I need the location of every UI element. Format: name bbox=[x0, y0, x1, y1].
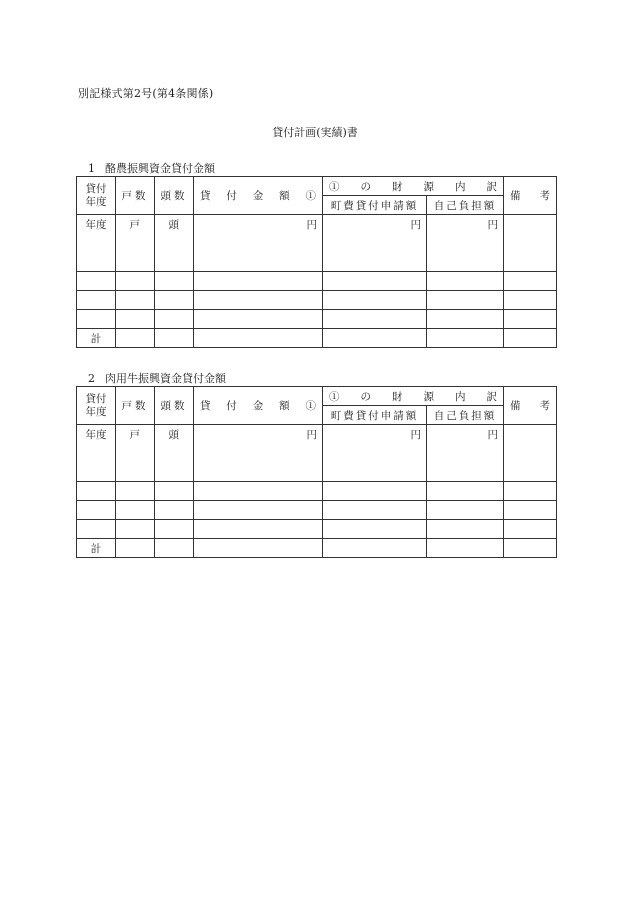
header-loan-amount: 貸付金額① bbox=[194, 387, 323, 425]
loan-plan-table bbox=[76, 176, 557, 348]
header-remarks: 備考 bbox=[504, 177, 557, 215]
table-row bbox=[77, 482, 557, 501]
empty-cell bbox=[504, 310, 557, 329]
empty-cell bbox=[504, 501, 557, 520]
header-head-count: 頭数 bbox=[155, 387, 194, 425]
empty-cell bbox=[504, 520, 557, 539]
empty-cell bbox=[427, 329, 504, 348]
total-row bbox=[77, 329, 557, 348]
empty-cell bbox=[77, 482, 116, 501]
header-households: 戸数 bbox=[116, 177, 155, 215]
empty-cell bbox=[427, 291, 504, 310]
empty-cell bbox=[194, 291, 323, 310]
empty-cell bbox=[155, 272, 194, 291]
empty-cell bbox=[77, 520, 116, 539]
header-loan-amount: 貸付金額① bbox=[194, 177, 323, 215]
header-households: 戸数 bbox=[116, 387, 155, 425]
empty-cell bbox=[427, 520, 504, 539]
unit-head: 頭 bbox=[155, 425, 194, 482]
section-number: 1 bbox=[88, 162, 95, 175]
empty-cell bbox=[116, 329, 155, 348]
table-row bbox=[77, 272, 557, 291]
unit-household: 戸 bbox=[116, 215, 155, 272]
document-title: 貸付計画(実績)書 bbox=[272, 126, 358, 139]
empty-cell bbox=[194, 539, 323, 558]
table-row bbox=[77, 501, 557, 520]
empty-cell bbox=[427, 310, 504, 329]
unit-yen: 円 bbox=[194, 425, 323, 482]
empty-cell bbox=[116, 310, 155, 329]
empty-cell bbox=[116, 482, 155, 501]
empty-cell bbox=[155, 482, 194, 501]
empty-cell bbox=[194, 310, 323, 329]
empty-cell bbox=[77, 272, 116, 291]
header-head-count: 頭数 bbox=[155, 177, 194, 215]
empty-cell bbox=[194, 501, 323, 520]
header-loan-year: 貸付 年度 bbox=[77, 387, 116, 425]
empty-cell bbox=[323, 310, 427, 329]
empty-cell bbox=[155, 291, 194, 310]
empty-cell bbox=[194, 272, 323, 291]
total-label: 計 bbox=[77, 539, 116, 558]
table-row bbox=[77, 425, 557, 482]
unit-yen: 円 bbox=[194, 215, 323, 272]
empty-cell bbox=[323, 520, 427, 539]
empty-cell bbox=[504, 329, 557, 348]
empty-cell bbox=[504, 482, 557, 501]
empty-cell bbox=[77, 501, 116, 520]
empty-cell bbox=[504, 425, 557, 482]
empty-cell bbox=[427, 501, 504, 520]
section-label: 酪農振興資金貸付金額 bbox=[105, 162, 215, 175]
empty-cell bbox=[155, 501, 194, 520]
empty-cell bbox=[427, 482, 504, 501]
empty-cell bbox=[155, 310, 194, 329]
empty-cell bbox=[427, 539, 504, 558]
empty-cell bbox=[155, 329, 194, 348]
table-row bbox=[77, 215, 557, 272]
form-number: 別記様式第2号(第4条関係) bbox=[78, 87, 214, 100]
empty-cell bbox=[116, 501, 155, 520]
unit-head: 頭 bbox=[155, 215, 194, 272]
header-funding-breakdown: ①の財源内訳 bbox=[323, 387, 504, 406]
empty-cell bbox=[194, 520, 323, 539]
total-row bbox=[77, 539, 557, 558]
unit-yen: 円 bbox=[427, 425, 504, 482]
empty-cell bbox=[427, 272, 504, 291]
empty-cell bbox=[323, 291, 427, 310]
header-self-burden: 自己負担額 bbox=[427, 196, 504, 215]
empty-cell bbox=[155, 520, 194, 539]
unit-yen: 円 bbox=[323, 425, 427, 482]
table-row bbox=[77, 310, 557, 329]
unit-yen: 円 bbox=[427, 215, 504, 272]
table-row bbox=[77, 520, 557, 539]
empty-cell bbox=[116, 272, 155, 291]
header-remarks: 備考 bbox=[504, 387, 557, 425]
section-title bbox=[88, 370, 226, 386]
empty-cell bbox=[504, 272, 557, 291]
empty-cell bbox=[155, 539, 194, 558]
empty-cell bbox=[77, 310, 116, 329]
unit-household: 戸 bbox=[116, 425, 155, 482]
empty-cell bbox=[116, 291, 155, 310]
empty-cell bbox=[504, 215, 557, 272]
section-number: 2 bbox=[88, 372, 95, 385]
empty-cell bbox=[194, 329, 323, 348]
empty-cell bbox=[323, 501, 427, 520]
total-label: 計 bbox=[77, 329, 116, 348]
header-loan-year: 貸付 年度 bbox=[77, 177, 116, 215]
empty-cell bbox=[323, 539, 427, 558]
empty-cell bbox=[504, 539, 557, 558]
empty-cell bbox=[504, 291, 557, 310]
section-title bbox=[88, 160, 215, 176]
unit-year: 年度 bbox=[77, 425, 116, 482]
loan-plan-table bbox=[76, 386, 557, 558]
empty-cell bbox=[116, 520, 155, 539]
empty-cell bbox=[323, 329, 427, 348]
header-town-subsidy: 町費貸付申請額 bbox=[323, 406, 427, 425]
header-town-subsidy: 町費貸付申請額 bbox=[323, 196, 427, 215]
unit-yen: 円 bbox=[323, 215, 427, 272]
unit-year: 年度 bbox=[77, 215, 116, 272]
header-funding-breakdown: ①の財源内訳 bbox=[323, 177, 504, 196]
empty-cell bbox=[323, 482, 427, 501]
empty-cell bbox=[323, 272, 427, 291]
table-row bbox=[77, 291, 557, 310]
empty-cell bbox=[77, 291, 116, 310]
empty-cell bbox=[116, 539, 155, 558]
header-self-burden: 自己負担額 bbox=[427, 406, 504, 425]
empty-cell bbox=[194, 482, 323, 501]
section-label: 肉用牛振興資金貸付金額 bbox=[105, 372, 226, 385]
